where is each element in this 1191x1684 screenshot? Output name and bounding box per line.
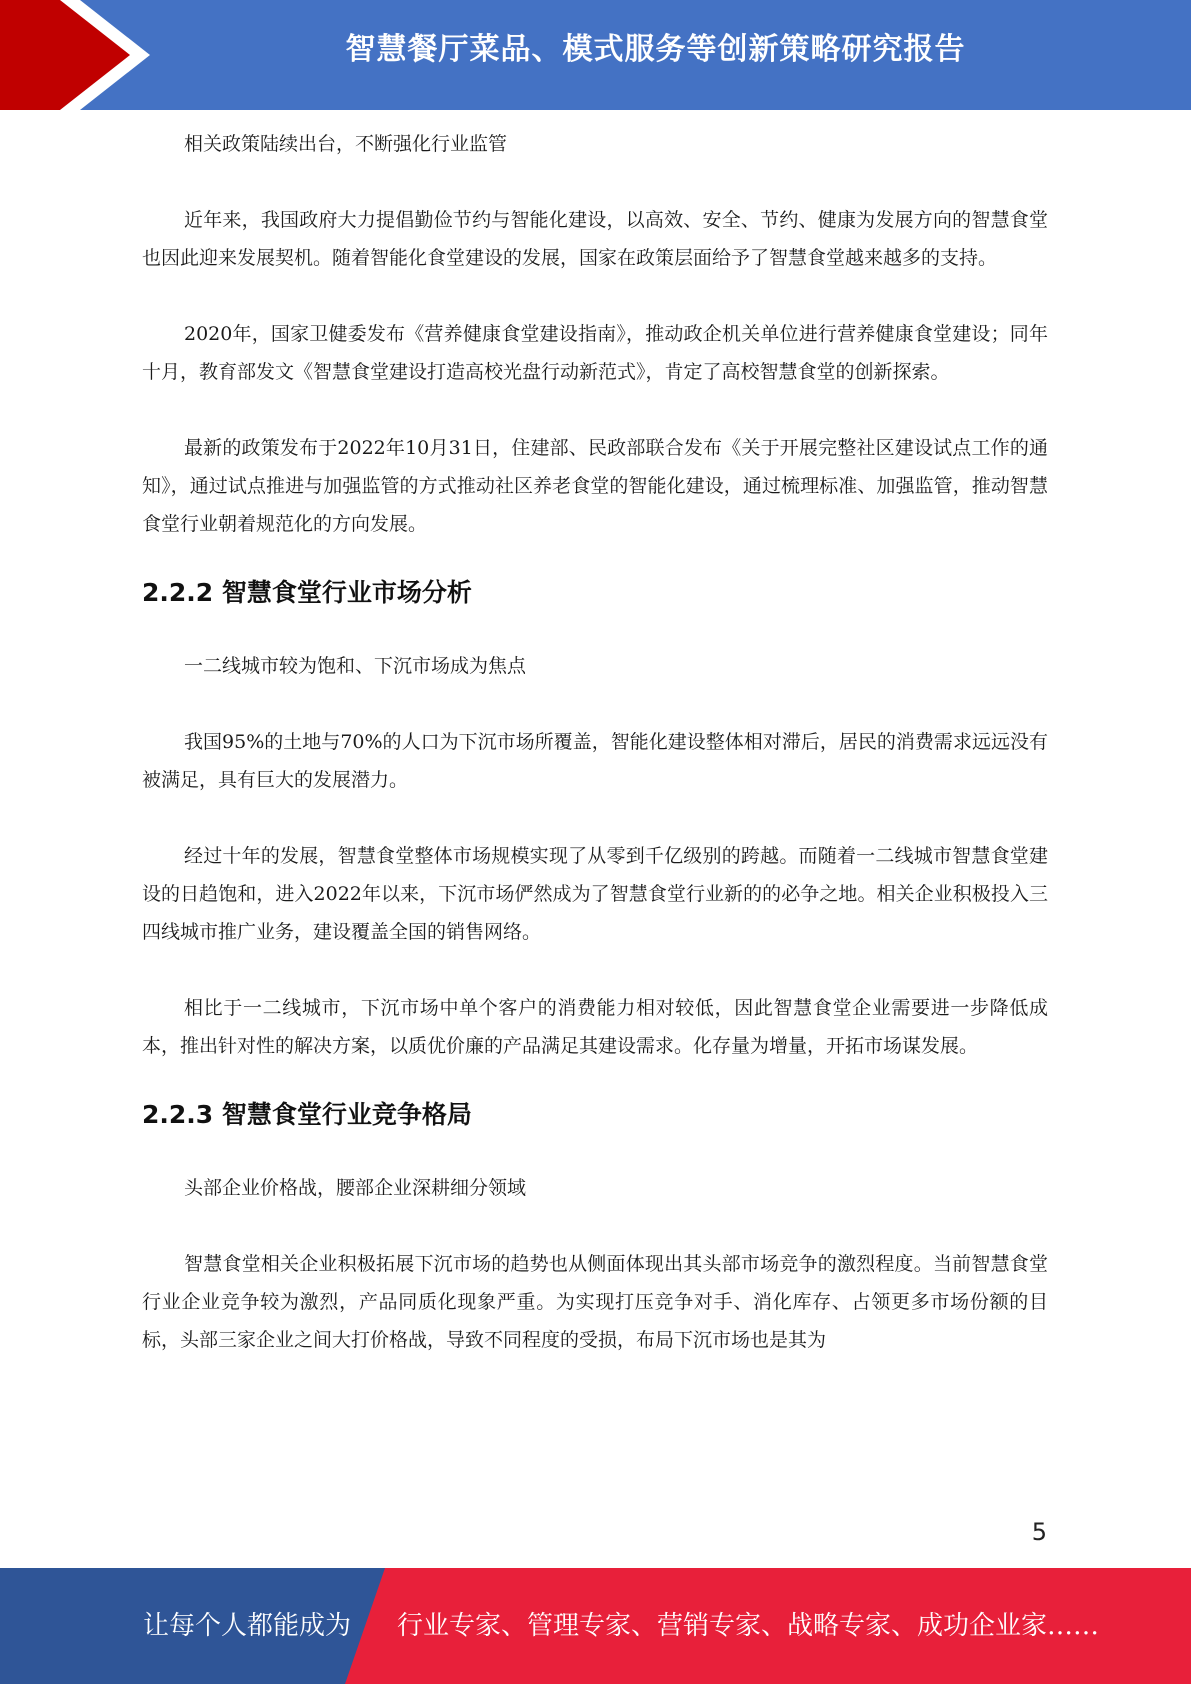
paragraph: 2020年，国家卫健委发布《营养健康食堂建设指南》，推动政企机关单位进行营养健康食堂建设；同年十月，教育部发文《智慧食堂建设打造高校光盘行动新范式》，肯定了高校智慧食堂的创新探索。 [142,323,1048,383]
page-header [0,0,1191,110]
paragraph-subtitle: 一二线城市较为饱和、下沉市场成为焦点 [184,655,527,677]
arrow-logo-icon [0,0,160,110]
paragraph: 智慧食堂相关企业积极拓展下沉市场的趋势也从侧面体现出其头部市场竞争的激烈程度。当前智慧食堂行业企业竞争较为激烈，产品同质化现象严重。为实现打压竞争对手、消化库存、占领更多市场份额的目标，头部三家企业之间大打价格战，导致不同程度的受损，布局下沉市场也是其为 [142,1253,1048,1351]
section-heading-competition: 2.2.3 智慧食堂行业竞争格局 [142,1100,472,1129]
paragraph: 我国95%的土地与70%的人口为下沉市场所覆盖，智能化建设整体相对滞后，居民的消费需求远远没有被满足，具有巨大的发展潜力。 [142,731,1048,791]
paragraph-subtitle: 头部企业价格战，腰部企业深耕细分领域 [184,1177,527,1199]
paragraph: 相比于一二线城市，下沉市场中单个客户的消费能力相对较低，因此智慧食堂企业需要进一步降低成本，推出针对性的解决方案，以质优价廉的产品满足其建设需求。化存量为增量，开拓市场谋发展。 [142,997,1048,1057]
paragraph: 近年来，我国政府大力提倡勤俭节约与智能化建设，以高效、安全、节约、健康为发展方向的智慧食堂也因此迎来发展契机。随着智能化食堂建设的发展，国家在政策层面给予了智慧食堂越来越多的支持。 [142,209,1048,269]
report-body [142,125,1048,1397]
paragraph: 经过十年的发展，智慧食堂整体市场规模实现了从零到千亿级别的跨越。而随着一二线城市智慧食堂建设的日趋饱和，进入2022年以来，下沉市场俨然成为了智慧食堂行业新的的必争之地。相关企业积极投入三四线城市推广业务，建设覆盖全国的销售网络。 [142,845,1048,943]
page-footer [0,1568,1191,1684]
section-heading-market: 2.2.2 智慧食堂行业市场分析 [142,578,472,607]
page-number: 5 [1031,1518,1047,1546]
paragraph: 最新的政策发布于2022年10月31日，住建部、民政部联合发布《关于开展完整社区建设试点工作的通知》，通过试点推进与加强监管的方式推动社区养老食堂的智能化建设，通过梳理标准、加强监管，推动智慧食堂行业朝着规范化的方向发展。 [142,437,1048,535]
header-title: 智慧餐厅菜品、模式服务等创新策略研究报告 [345,32,966,67]
footer-slogan-left: 让每个人都能成为 [143,1611,352,1641]
footer-slogan-right: 行业专家、管理专家、营销专家、战略专家、成功企业家…… [397,1611,1100,1641]
paragraph-subtitle: 相关政策陆续出台，不断强化行业监管 [184,133,508,155]
